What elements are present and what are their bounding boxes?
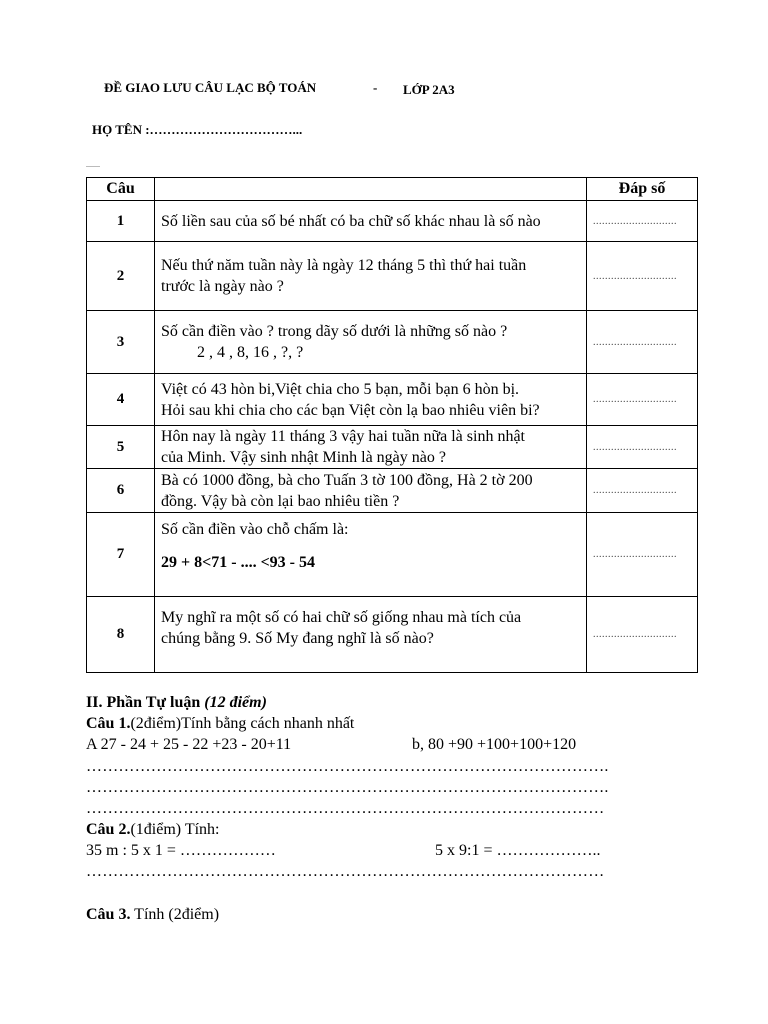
answer-blank[interactable] [587,597,698,673]
question-text [155,426,587,469]
answer-blank[interactable] [587,242,698,311]
answer-dots: ............................ [593,394,677,405]
answer-dots: ............................ [593,441,677,453]
answer-dots: ............................ [593,336,677,348]
table-row [87,311,698,374]
question-line: Hôn nay là ngày 11 tháng 3 vậy hai tuần nữa là sinh nhật [161,428,525,445]
question-2-part-a: 35 m : 5 x 1 = ……………… [86,842,276,859]
question-sequence: 2 , 4 , 8, 16 , ?, ? [197,344,304,361]
section-heading-points: (12 điểm) [204,694,267,711]
answer-dotted-line[interactable]: ……………………………………………………………………………………. [86,758,609,775]
question-number: 8 [87,597,155,673]
table-header-row [87,178,698,201]
class-label: LỚP 2A3 [403,82,455,97]
column-header-blank [155,178,587,201]
question-1-part-b: b, 80 +90 +100+100+120 [412,736,577,753]
question-number: 7 [87,513,155,597]
question-line: Số cần điền vào ? trong dãy số dưới là những số nào ? [161,323,508,340]
answer-dots: ............................ [593,549,677,560]
answer-dotted-line[interactable]: …………………………………………………………………………………… [86,800,605,817]
question-text [155,597,587,673]
question-1-label: Câu 1. [86,715,131,732]
question-line: Hỏi sau khi chia cho các bạn Việt còn lạ bao nhiêu viên bi? [161,401,540,419]
question-1-part-a: A 27 - 24 + 25 - 22 +23 - 20+11 [86,736,292,753]
question-number: 2 [87,242,155,311]
question-number: 4 [87,374,155,426]
answer-blank[interactable] [587,469,698,513]
question-text [155,311,587,374]
question-line: Việt có 43 hòn bi,Việt chia cho 5 bạn, mỗi bạn 6 hòn bị. [161,380,520,398]
answer-dots: ............................ [593,629,677,640]
question-number: 6 [87,469,155,513]
question-2-part-b: 5 x 9:1 = ……………….. [435,842,601,859]
table-row [87,513,698,597]
question-3-heading [86,906,219,924]
question-line: Số cần điền vào chỗ chấm là: [161,520,349,538]
question-text [155,374,587,426]
answer-dots: ............................ [593,215,677,227]
title-separator: - [373,80,378,95]
column-header-question: Câu [87,178,155,201]
name-field-label: HỌ TÊN :……………………………... [92,122,303,137]
question-line: trước là ngày nào ? [161,278,284,295]
table-row [87,242,698,311]
question-text [155,201,587,242]
question-line: My nghĩ ra một số có hai chữ số giống nhau mà tích của [161,608,522,626]
question-line: Nếu thứ năm tuần này là ngày 12 tháng 5 thì thứ hai tuần [161,257,527,274]
table-row [87,426,698,469]
question-line: của Minh. Vậy sinh nhật Minh là ngày nào ? [161,449,446,466]
question-text [155,242,587,311]
answer-dots: ............................ [593,485,677,496]
question-2-label: Câu 2. [86,821,131,838]
question-line: Số liền sau của số bé nhất có ba chữ số khác nhau là số nào [161,212,541,230]
question-line: Bà có 1000 đồng, bà cho Tuấn 3 tờ 100 đồng, Hà 2 tờ 200 [161,471,533,489]
answer-blank[interactable] [587,513,698,597]
spacer [161,649,580,663]
divider-mark [86,166,100,167]
table-row [87,374,698,426]
section-heading-text: II. Phần Tự luận [86,694,205,711]
question-3-label: Câu 3. [86,906,131,923]
answer-dotted-line[interactable]: …………………………………………………………………………………… [86,863,605,880]
answer-blank[interactable] [587,201,698,242]
answer-blank[interactable] [587,426,698,469]
question-text [155,513,587,597]
spacer [161,573,580,591]
question-text [155,469,587,513]
question-3-text: Tính (2điểm) [130,906,220,923]
question-number: 3 [87,311,155,374]
question-expression: 29 + 8<71 - .... <93 - 54 [161,553,316,571]
table-row [87,469,698,513]
question-number: 5 [87,426,155,469]
section-heading [86,694,267,712]
answer-blank[interactable] [587,311,698,374]
table-row [87,597,698,673]
question-1-text: (2điểm)Tính bằng cách nhanh nhất [130,715,355,732]
answer-blank[interactable] [587,374,698,426]
question-table [86,177,698,673]
answer-dots: ............................ [593,270,677,282]
question-line: đồng. Vậy bà còn lại bao nhiêu tiền ? [161,492,400,510]
question-2-text: (1điểm) Tính: [130,821,220,838]
question-1-heading [86,715,354,733]
table-row [87,201,698,242]
question-number: 1 [87,201,155,242]
answer-dotted-line[interactable]: ……………………………………………………………………………………. [86,779,609,796]
question-line: chúng bằng 9. Số My đang nghĩ là số nào? [161,629,434,647]
question-2-heading [86,821,219,839]
exam-title: ĐỀ GIAO LƯU CÂU LẠC BỘ TOÁN [104,80,317,95]
column-header-answer: Đáp số [587,178,698,201]
